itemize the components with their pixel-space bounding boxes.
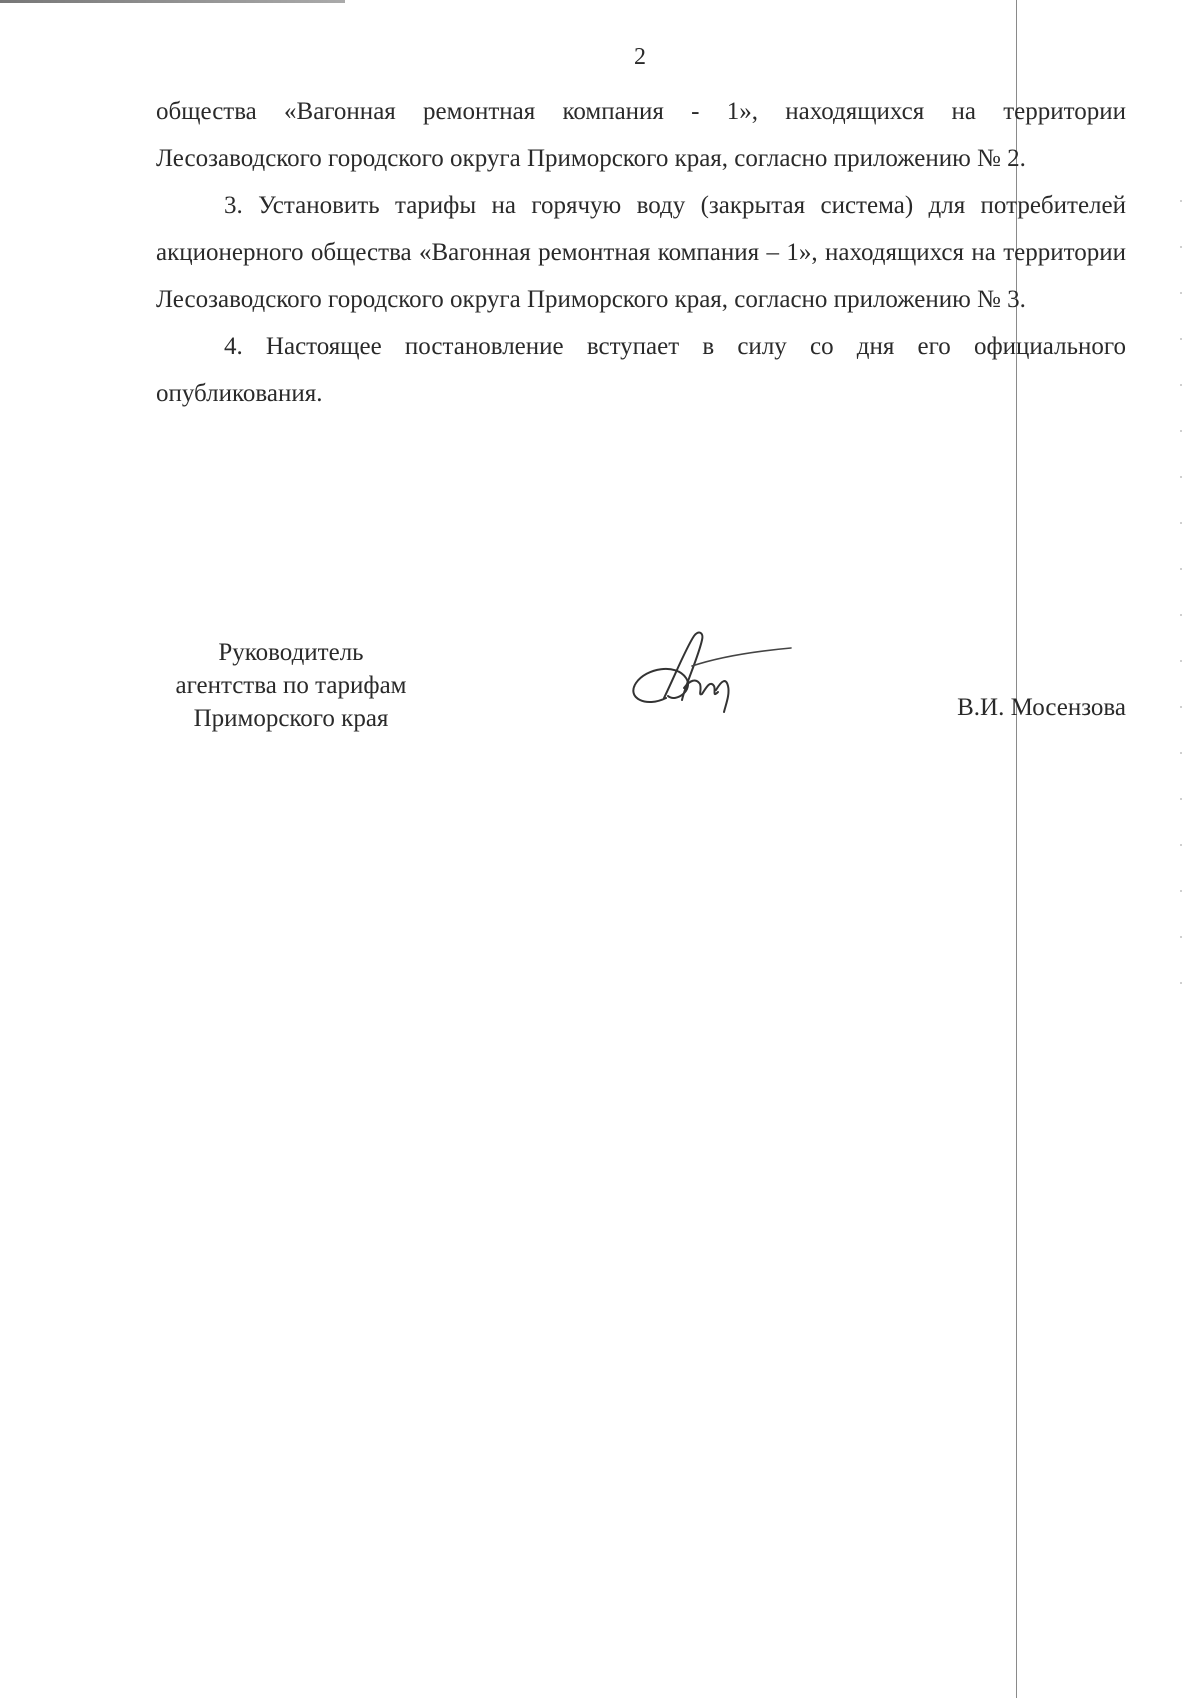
signatory-title [156,636,426,735]
document-body [156,88,1126,417]
signature-block [156,636,1126,746]
signatory-name: В.И. Мосензова [957,694,1126,721]
scan-edge-line [0,0,345,3]
paragraph-item-4: 4. Настоящее постановление вступает в силу со дня его официального опубликования. [156,333,1126,407]
handwritten-signature [606,628,796,718]
paragraph-continuation: общества «Вагонная ремонтная компания - 1», находящихся на территории Лесозаводского городского округа Приморского края, согласно приложению № 2. [156,98,1126,172]
signatory-title-line: Приморского края [193,705,389,732]
signatory-title-line: Руководитель [218,639,364,666]
paragraph-item-3: 3. Установить тарифы на горячую воду (закрытая система) для потребителей акционерного общества «Вагонная ремонтная компания – 1», находящихся на территории Лесозаводского городского округа Приморского края, согласно приложению № 3. [156,192,1126,313]
page-number: 2 [634,44,646,70]
signatory-title-line: агентства по тарифам [175,672,407,699]
scan-margin-specks [1180,200,1182,1000]
